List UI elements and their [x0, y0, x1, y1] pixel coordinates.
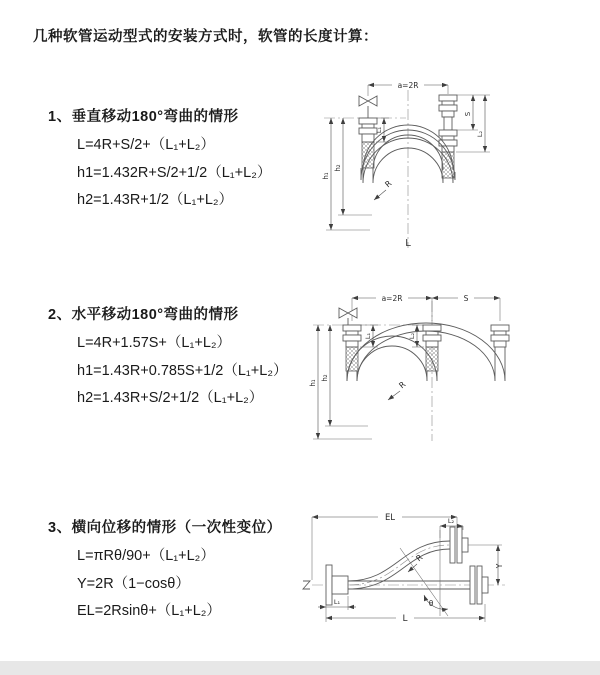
- formula-line: Y=2R（1−cosθ）: [77, 575, 190, 592]
- formula-line: h1=1.432R+S/2+1/2（L₁+L₂）: [77, 164, 272, 181]
- length-label: L: [405, 238, 411, 249]
- radius-label: R: [383, 178, 394, 190]
- scan-edge-strip: [0, 661, 600, 675]
- flange-fitting: [423, 325, 441, 347]
- dimension-label-h2: h₂: [321, 374, 329, 382]
- theta-label: θ: [428, 599, 434, 608]
- flange-fitting: [491, 325, 509, 347]
- dimension-label-l1: L₁: [375, 126, 383, 134]
- section-2-heading: 2、水平移动180°弯曲的情形: [48, 307, 239, 323]
- section-3-heading: 3、横向位移的情形（一次性变位）: [48, 520, 282, 536]
- section-3: [48, 519, 282, 631]
- formula-line: h1=1.43R+0.785S+1/2（L₁+L₂）: [77, 362, 288, 379]
- radius-label: R: [414, 552, 425, 564]
- dimension-label-h1: h₁: [322, 172, 330, 180]
- section-1: [48, 108, 271, 220]
- lateral-offset-diagram: [300, 500, 596, 650]
- formula-line: L=4R+1.57S+（L₁+L₂）: [77, 335, 232, 351]
- dimension-label-a2r: a=2R: [397, 81, 419, 90]
- dimension-label-y: Y: [495, 563, 504, 569]
- braid-section: [426, 347, 438, 371]
- dimension-label-l2: L₂: [408, 332, 416, 340]
- radius-line: [400, 548, 448, 616]
- dimension-label-a2r: a=2R: [381, 294, 403, 303]
- formula-line: L=πRθ/90+（L₁+L₂）: [77, 548, 215, 564]
- formula-line: EL=2Rsinθ+（L₁+L₂）: [77, 603, 221, 619]
- dimension-label-h2: h₂: [334, 164, 342, 172]
- hose-curves: [348, 541, 450, 589]
- flange-fitting: [450, 527, 468, 563]
- radius-label: R: [397, 379, 408, 391]
- dimension-label-l2: L₂: [447, 517, 455, 525]
- valve-icon: [339, 308, 357, 318]
- section-1-heading: 1、垂直移动180°弯曲的情形: [48, 109, 239, 125]
- page-title: 几种软管运动型式的安装方式时，软管的长度计算：: [33, 29, 378, 45]
- vertical-bend-diagram: [310, 70, 600, 260]
- formula-line: h2=1.43R+1/2（L₁+L₂）: [77, 192, 234, 208]
- dimension-label-s: S: [463, 294, 469, 303]
- dimension-label-el: EL: [384, 513, 396, 523]
- dimension-label-l1: L₁: [364, 332, 372, 340]
- horizontal-bend-diagram: [308, 283, 598, 448]
- braid-section: [346, 347, 358, 371]
- dimension-label-s: S: [464, 111, 472, 117]
- formula-line: h2=1.43R+S/2+1/2（L₁+L₂）: [77, 390, 264, 406]
- section-2: [48, 306, 287, 418]
- formula-line: L=4R+S/2+（L₁+L₂）: [77, 137, 215, 153]
- flange-fitting: [439, 95, 457, 152]
- theta-arc: [424, 595, 448, 609]
- dimension-label-l1: L₁: [333, 598, 341, 606]
- valve-icon: [359, 96, 377, 106]
- dimension-label-h1: h₁: [309, 379, 317, 387]
- flange-fitting: [470, 566, 488, 604]
- flange-fitting: [343, 325, 361, 347]
- centerline-break-mark: [303, 581, 310, 589]
- length-label: L: [402, 614, 408, 624]
- dimension-label-l2: L₂: [476, 130, 484, 138]
